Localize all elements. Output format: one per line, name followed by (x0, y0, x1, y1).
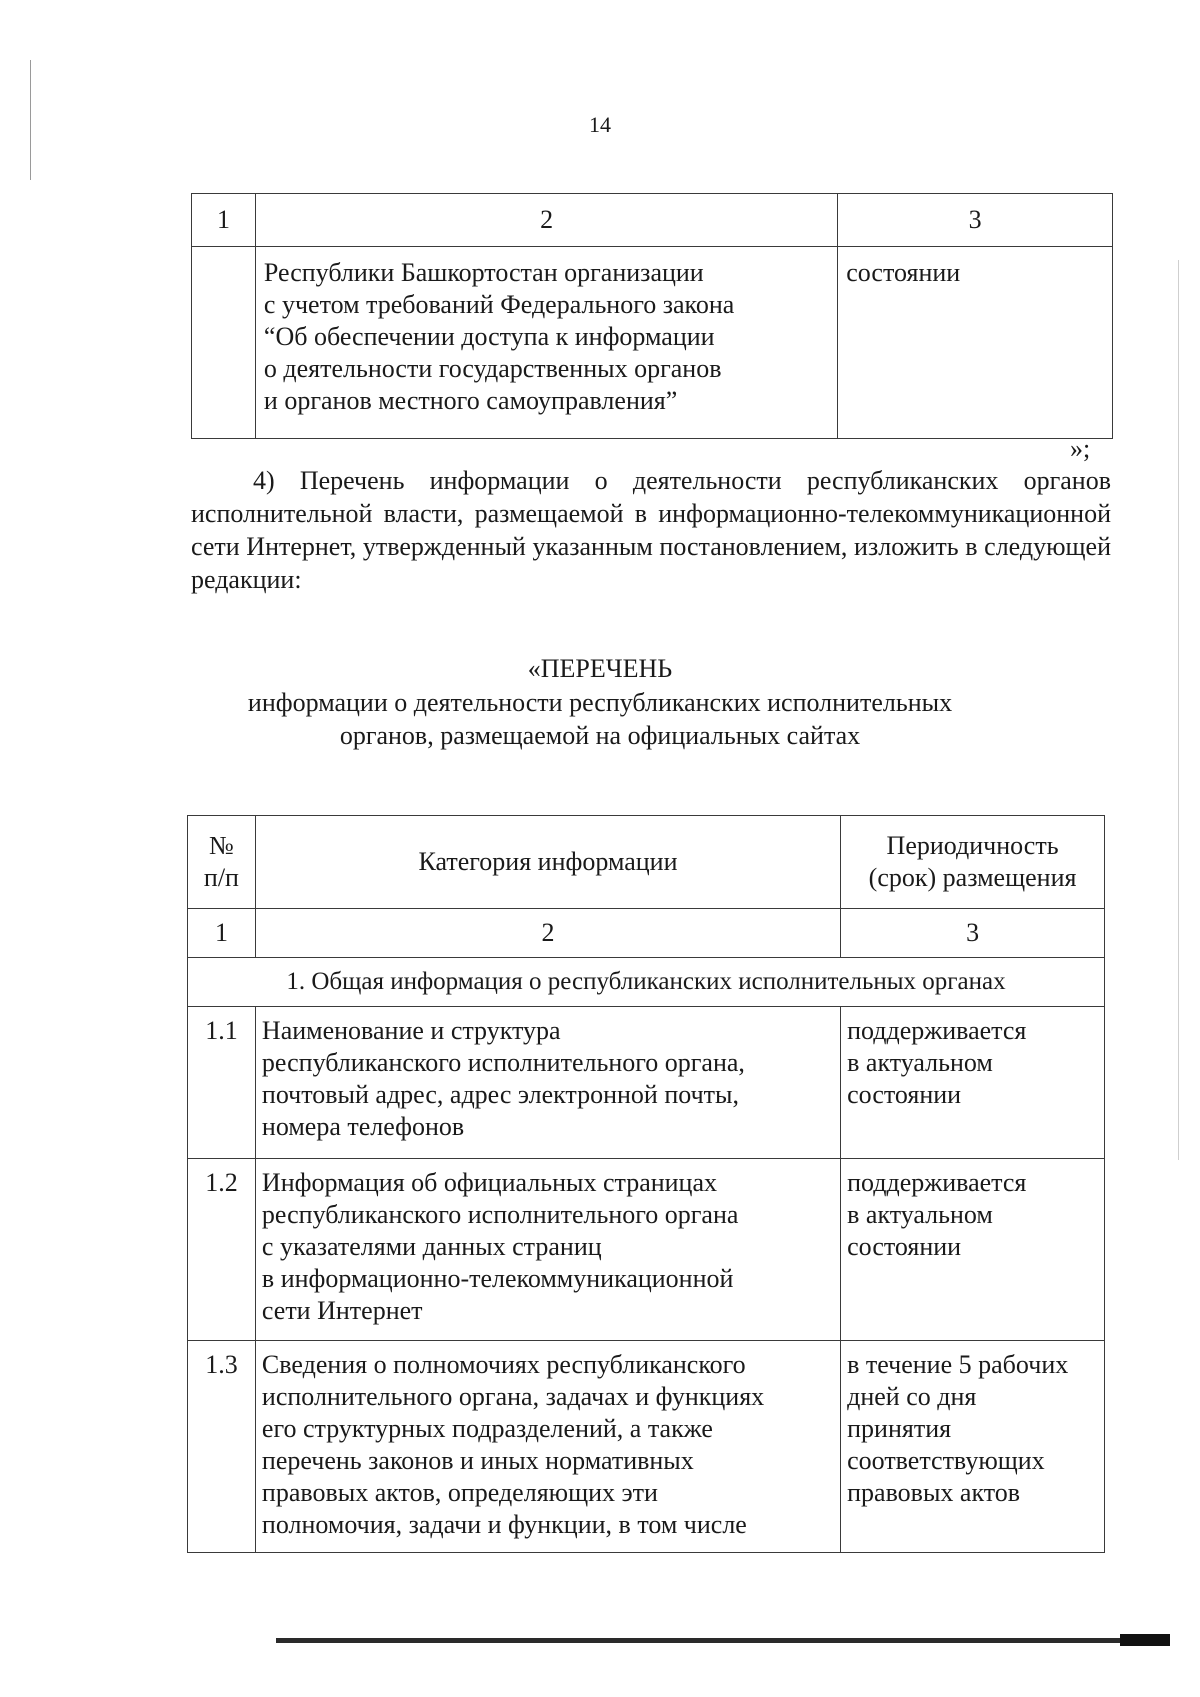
column-number-cell: 2 (255, 909, 840, 958)
continuation-table-header (192, 194, 1113, 247)
period-cell: в течение 5 рабочих дней со дня принятия соответствующих правовых актов (841, 1341, 1105, 1553)
table-row (192, 247, 1113, 439)
table-row (188, 1341, 1105, 1553)
column-number-cell: 3 (838, 194, 1113, 247)
footer-rule (276, 1638, 1170, 1643)
header-period: Периодичность (срок) размещения (841, 816, 1105, 909)
row-number-cell: 1.1 (188, 1007, 256, 1159)
section-heading-row (188, 958, 1105, 1007)
period-cell: поддерживается в актуальном состоянии (841, 1159, 1105, 1341)
table-row (188, 1159, 1105, 1341)
amendment-paragraph: 4) Перечень информации о деятельности республиканских органов исполнительной власти, размещаемой в информационно-телекоммуникационной сети Интернет, утвержденный указанным постановлением, изложить в следующей редакции: (191, 466, 1111, 594)
column-numbers-row (188, 909, 1105, 958)
list-subtitle: информации о деятельности республиканских исполнительных органов, размещаемой на официальных сайтах (247, 688, 953, 750)
period-cell: поддерживается в актуальном состоянии (841, 1007, 1105, 1159)
column-number-cell: 2 (255, 194, 837, 247)
row-number-cell: 1.3 (188, 1341, 256, 1553)
page-number: 14 (589, 112, 611, 137)
closing-quote-mark: »; (1070, 434, 1091, 463)
information-list-table (187, 815, 1105, 1553)
category-cell: Информация об официальных страницах республиканского исполнительного органа с указателями данных страниц в информационно-телекоммуникационной сети Интернет (255, 1159, 840, 1341)
footer-rule-end (1120, 1634, 1170, 1646)
row-number-cell (192, 247, 256, 439)
table-header-row (188, 816, 1105, 909)
column-number-cell: 3 (841, 909, 1105, 958)
category-cell: Наименование и структура республиканского исполнительного органа, почтовый адрес, адрес электронной почты, номера телефонов (255, 1007, 840, 1159)
continuation-table (191, 193, 1113, 439)
list-title: «ПЕРЕЧЕНЬ (527, 654, 673, 683)
row-number-cell: 1.2 (188, 1159, 256, 1341)
category-cell: Сведения о полномочиях республиканского исполнительного органа, задачах и функциях его структурных подразделений, а также перечень законов и иных нормативных правовых актов, определяющих эти полномочия, задачи и функции, в том числе (255, 1341, 840, 1553)
period-cell: состоянии (838, 247, 1113, 439)
table-row (188, 1007, 1105, 1159)
header-number: № п/п (188, 816, 256, 909)
category-cell: Республики Башкортостан организации с учетом требований Федерального закона “Об обеспечении доступа к информации о деятельности государственных органов и органов местного самоуправления” (255, 247, 837, 439)
column-number-cell: 1 (192, 194, 256, 247)
section-heading: 1. Общая информация о республиканских исполнительных органах (188, 958, 1105, 1007)
header-category: Категория информации (255, 816, 840, 909)
column-number-cell: 1 (188, 909, 256, 958)
